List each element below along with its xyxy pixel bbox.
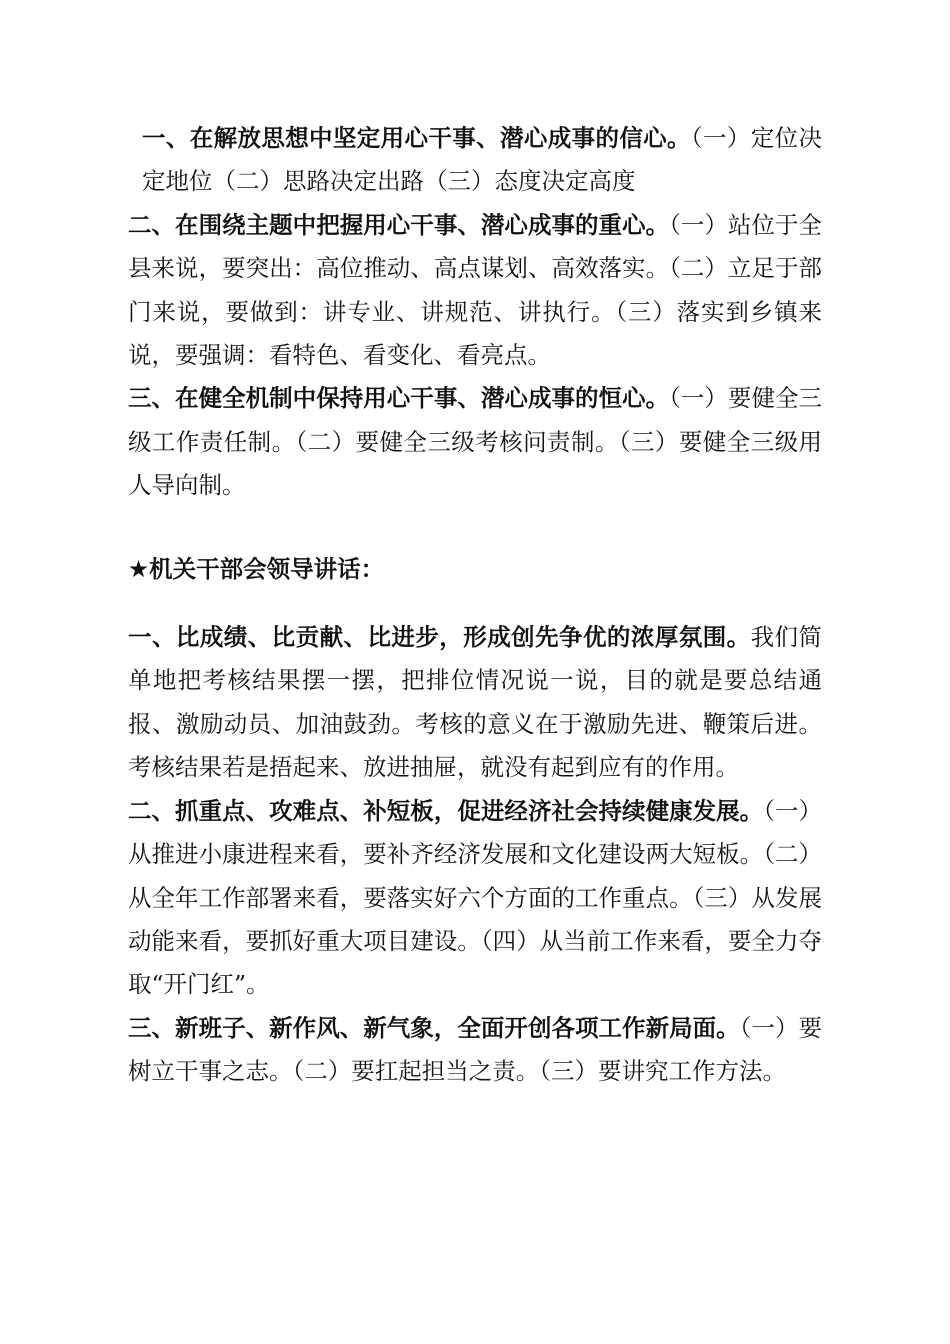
paragraph-1	[128, 117, 822, 204]
heading-1: 一、在解放思想中坚定用心干事、潜心成事的信心。	[142, 124, 691, 152]
spacer	[128, 508, 822, 548]
body-text-5: （一）从推进小康进程来看，要补齐经济发展和文化建设两大短板。（二）从全年工作部署来看，要落实好六个方面的工作重点。（三）从发展动能来看，要抓好重大项目建设。（四）从当前工作来看，要全力夺取“开门红”。	[128, 796, 823, 999]
body-text-6: （一）要树立干事之志。（二）要扛起担当之责。（三）要讲究工作方法。	[128, 1013, 822, 1086]
heading-5: 二、抓重点、攻难点、补短板，促进经济社会持续健康发展。	[128, 796, 764, 825]
paragraph-3	[128, 377, 822, 507]
section-title-text: 机关干部会领导讲话：	[149, 554, 385, 583]
paragraph-6	[128, 1007, 822, 1094]
body-text-2: （一）站位于全县来说，要突出：高位推动、高点谋划、高效落实。（二）立足于部门来说，要做到：讲专业、讲规范、讲执行。（三）落实到乡镇来说，要强调：看特色、看变化、看亮点。	[128, 210, 823, 370]
section-title	[128, 548, 822, 591]
heading-6: 三、新班子、新作风、新气象，全面开创各项工作新局面。	[128, 1013, 740, 1042]
spacer	[128, 591, 822, 616]
body-text-1: （一）定位决定地位（二）思路决定出路（三）态度决定高度	[142, 124, 823, 196]
body-text-3: （一）要健全三级工作责任制。（二）要健全三级考核问责制。（三）要健全三级用人导向制。	[128, 384, 823, 500]
paragraph-2	[128, 204, 822, 378]
heading-2: 二、在围绕主题中把握用心干事、潜心成事的重心。	[128, 210, 670, 239]
heading-4: 一、比成绩、比贡献、比进步，形成创先争优的浓厚氛围。	[128, 623, 751, 652]
star-icon: ★	[128, 554, 150, 583]
paragraph-5	[128, 790, 822, 1007]
document-page	[128, 117, 822, 1094]
body-text-4: 我们简单地把考核结果摆一摆，把排位情况说一说，目的就是要总结通报、激励动员、加油鼓劲。考核的意义在于激励先进、鞭策后进。考核结果若是捂起来、放进抽屉，就没有起到应有的作用。	[128, 623, 823, 782]
heading-3: 三、在健全机制中保持用心干事、潜心成事的恒心。	[128, 384, 670, 413]
paragraph-4	[128, 616, 822, 790]
